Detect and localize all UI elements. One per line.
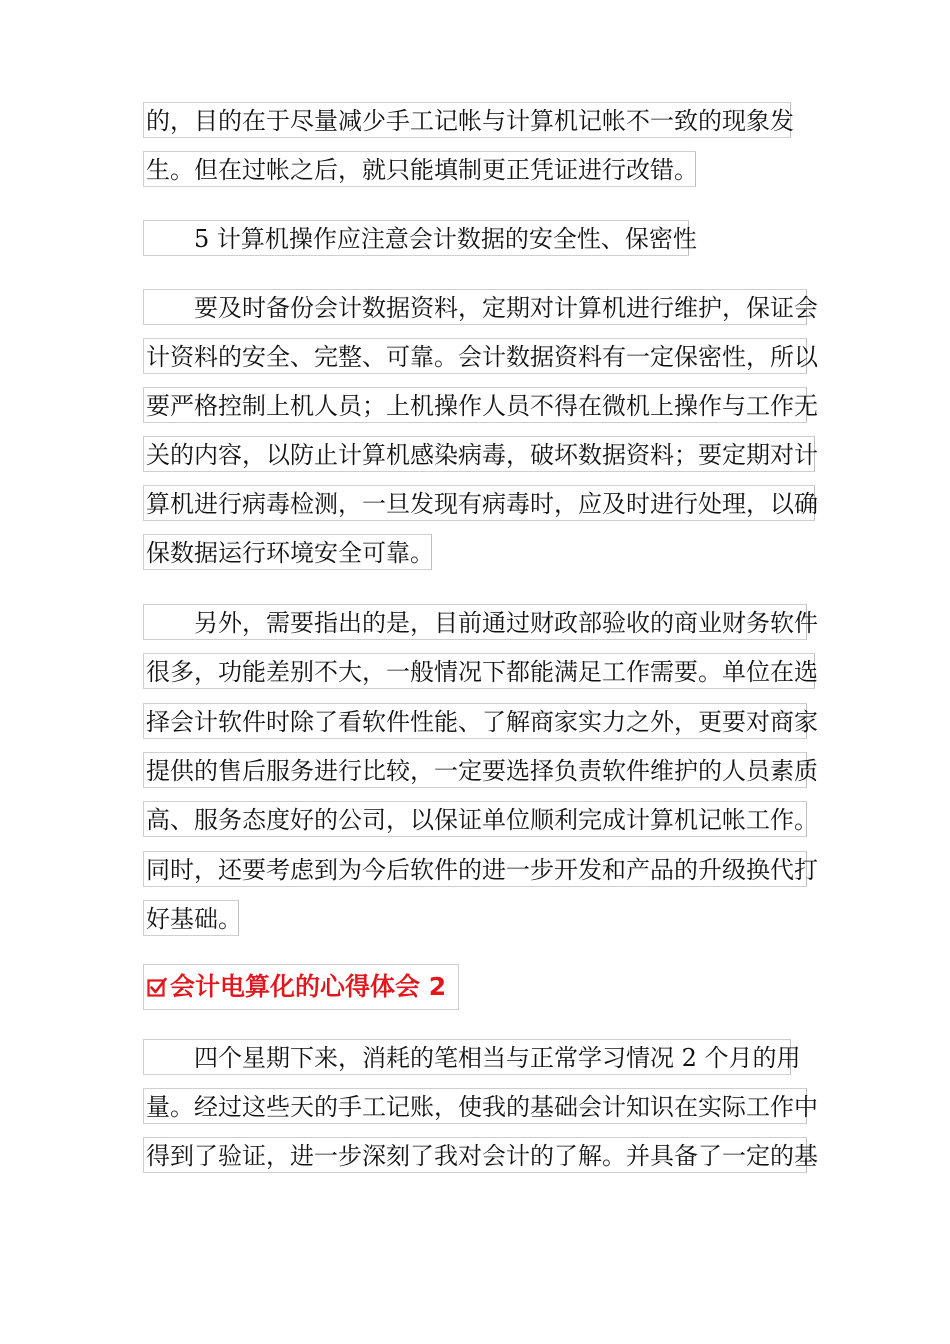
text-line: 高、服务态度好的公司，以保证单位顺利完成计算机记帐工作。 [143, 801, 807, 837]
text-line: 另外，需要指出的是，目前通过财政部验收的商业财务软件 [143, 604, 807, 640]
text-line: 要严格控制上机人员；上机操作人员不得在微机上操作与工作无 [143, 387, 807, 423]
text-line: 量。经过这些天的手工记账，使我的基础会计知识在实际工作中 [143, 1088, 807, 1124]
text-line: 提供的售后服务进行比较，一定要选择负责软件维护的人员素质 [143, 752, 807, 788]
text-line: 择会计软件时除了看软件性能、了解商家实力之外，更要对商家 [143, 703, 807, 739]
checkbox-checked-icon [147, 977, 167, 997]
section-heading [143, 964, 459, 1010]
section-subheading: 5 计算机操作应注意会计数据的安全性、保密性 [143, 220, 689, 256]
text-line: 生。但在过帐之后，就只能填制更正凭证进行改错。 [143, 151, 696, 187]
text-line: 计资料的安全、完整、可靠。会计数据资料有一定保密性，所以 [143, 338, 807, 374]
heading-title: 会计电算化的心得体会 2 [170, 972, 447, 1001]
text-line: 的，目的在于尽量减少手工记帐与计算机记帐不一致的现象发 [143, 102, 791, 138]
text-line: 好基础。 [143, 900, 239, 936]
text-line: 保数据运行环境安全可靠。 [143, 534, 432, 570]
text-line: 算机进行病毒检测，一旦发现有病毒时，应及时进行处理，以确 [143, 485, 815, 521]
text-line: 四个星期下来，消耗的笔相当与正常学习情况 2 个月的用 [143, 1039, 791, 1075]
text-line: 很多，功能差别不大，一般情况下都能满足工作需要。单位在选 [143, 653, 815, 689]
text-line: 同时，还要考虑到为今后软件的进一步开发和产品的升级换代打 [143, 851, 807, 887]
text-line: 关的内容，以防止计算机感染病毒，破坏数据资料；要定期对计 [143, 436, 815, 472]
text-line: 得到了验证，进一步深刻了我对会计的了解。并具备了一定的基 [143, 1137, 807, 1173]
text-line: 要及时备份会计数据资料，定期对计算机进行维护，保证会 [143, 289, 807, 325]
